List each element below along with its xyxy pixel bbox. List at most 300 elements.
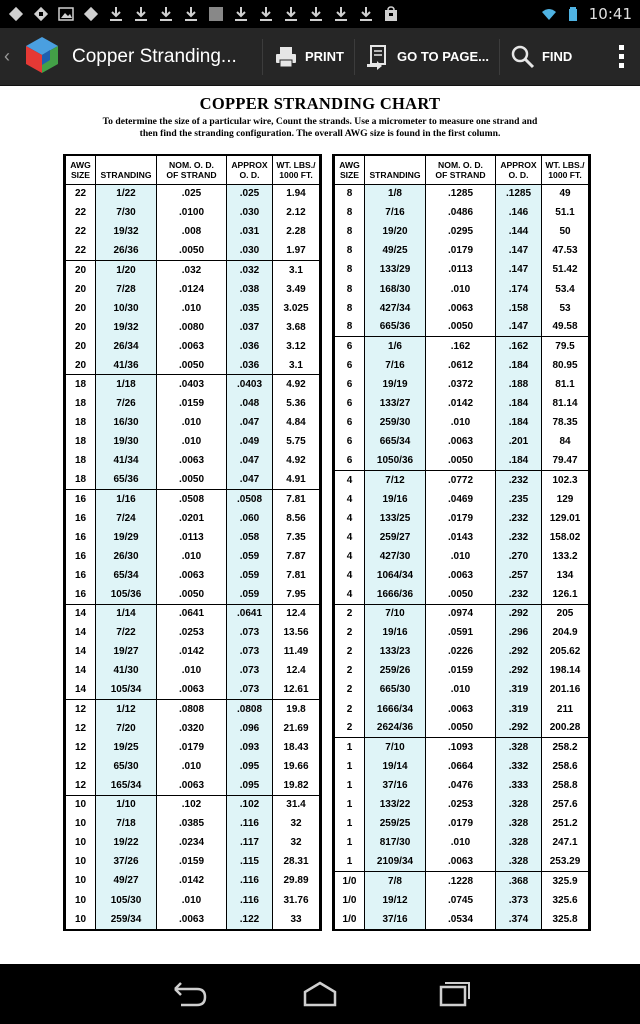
table-cell: 12.4: [273, 604, 320, 623]
table-cell: 1064/34: [365, 566, 426, 585]
table-cell: .032: [157, 260, 227, 279]
table-cell: .0808: [227, 700, 273, 719]
table-cell: 18: [66, 432, 96, 451]
table-cell: 1: [335, 795, 365, 814]
table-cell: 817/30: [365, 833, 426, 852]
table-cell: 7/22: [96, 623, 157, 642]
table-cell: 3.1: [273, 356, 320, 375]
table-row: [66, 852, 320, 871]
table-cell: 80.95: [542, 356, 589, 375]
table-cell: 7.87: [273, 547, 320, 566]
table-cell: .010: [157, 432, 227, 451]
table-cell: 13.56: [273, 623, 320, 642]
table-cell: .025: [157, 184, 227, 203]
table-row: [335, 490, 589, 509]
table-row: [335, 642, 589, 661]
table-cell: .0641: [157, 604, 227, 623]
table-cell: .0234: [157, 833, 227, 852]
table-cell: .102: [227, 795, 273, 814]
table-cell: .292: [496, 719, 542, 738]
table-row: [66, 814, 320, 833]
table-row: [335, 470, 589, 489]
table-cell: .368: [496, 871, 542, 890]
table-cell: 1050/36: [365, 451, 426, 470]
table-cell: 12.61: [273, 680, 320, 699]
table-cell: 14: [66, 680, 96, 699]
table-row: [66, 490, 320, 509]
table-cell: 16: [66, 547, 96, 566]
app-logo-icon[interactable]: [18, 33, 66, 81]
table-cell: 247.1: [542, 833, 589, 852]
table-row: [66, 719, 320, 738]
table-cell: .0745: [426, 890, 496, 909]
table-cell: .038: [227, 279, 273, 298]
table-cell: 1.97: [273, 241, 320, 260]
table-cell: 4: [335, 547, 365, 566]
table-row: [66, 203, 320, 222]
table-cell: 49/25: [365, 241, 426, 260]
table-row: [66, 585, 320, 604]
table-cell: 26/34: [96, 337, 157, 356]
column-header: [335, 156, 365, 184]
table-cell: 129: [542, 490, 589, 509]
table-cell: 1: [335, 776, 365, 795]
image-icon: [58, 6, 74, 22]
table-cell: .232: [496, 528, 542, 547]
table-row: [335, 203, 589, 222]
table-cell: 20: [66, 318, 96, 337]
table-cell: 5.36: [273, 394, 320, 413]
table-cell: 12: [66, 719, 96, 738]
table-cell: 8: [335, 222, 365, 241]
recent-apps-icon[interactable]: [431, 979, 473, 1009]
table-cell: 8: [335, 279, 365, 298]
table-cell: 19/22: [96, 833, 157, 852]
table-cell: .292: [496, 604, 542, 623]
table-cell: 14: [66, 604, 96, 623]
table-cell: .0641: [227, 604, 273, 623]
table-cell: 200.28: [542, 719, 589, 738]
table-cell: .060: [227, 509, 273, 528]
table-cell: .0142: [426, 394, 496, 413]
table-cell: .1285: [496, 184, 542, 203]
table-row: [335, 585, 589, 604]
table-header-row: [66, 156, 320, 184]
table-cell: .0050: [426, 585, 496, 604]
table-row: [66, 394, 320, 413]
table-cell: 1/0: [335, 890, 365, 909]
table-row: [335, 222, 589, 241]
table-row: [335, 604, 589, 623]
table-cell: 259/26: [365, 661, 426, 680]
table-cell: .059: [227, 585, 273, 604]
table-cell: 325.9: [542, 871, 589, 890]
table-cell: 31.76: [273, 890, 320, 909]
table-cell: .073: [227, 623, 273, 642]
table-cell: 7/28: [96, 279, 157, 298]
table-cell: 6: [335, 375, 365, 394]
table-cell: .0063: [157, 776, 227, 795]
column-header: [365, 156, 426, 184]
column-header-line: [96, 160, 156, 170]
table-cell: 7.95: [273, 585, 320, 604]
table-cell: .010: [157, 547, 227, 566]
table-cell: 8: [335, 184, 365, 203]
table-cell: .0534: [426, 910, 496, 929]
table-cell: 1/0: [335, 910, 365, 929]
table-cell: .333: [496, 776, 542, 795]
table-cell: 79.5: [542, 337, 589, 356]
table-cell: .0476: [426, 776, 496, 795]
table-cell: 105/34: [96, 680, 157, 699]
home-icon[interactable]: [299, 979, 341, 1009]
table-cell: .010: [426, 680, 496, 699]
table-cell: .235: [496, 490, 542, 509]
table-cell: .201: [496, 432, 542, 451]
table-cell: 6: [335, 451, 365, 470]
download-icon: [308, 6, 324, 22]
table-cell: 4: [335, 528, 365, 547]
table-cell: .319: [496, 700, 542, 719]
table-cell: 325.6: [542, 890, 589, 909]
table-cell: .032: [227, 260, 273, 279]
table-cell: 22: [66, 184, 96, 203]
table-cell: 19/12: [365, 890, 426, 909]
table-cell: .184: [496, 356, 542, 375]
table-cell: 4: [335, 470, 365, 489]
stranding-table-left: [63, 154, 322, 931]
table-cell: 259/30: [365, 413, 426, 432]
table-cell: .0159: [157, 394, 227, 413]
stranding-table: [334, 156, 589, 929]
table-cell: .035: [227, 299, 273, 318]
table-row: [335, 871, 589, 890]
table-cell: .037: [227, 318, 273, 337]
overflow-menu-icon[interactable]: [602, 28, 640, 86]
table-cell: .0063: [426, 432, 496, 451]
table-cell: 22: [66, 222, 96, 241]
table-row: [66, 757, 320, 776]
table-cell: 10: [66, 795, 96, 814]
table-cell: .296: [496, 623, 542, 642]
table-row: [335, 566, 589, 585]
table-cell: .232: [496, 470, 542, 489]
table-cell: 1: [335, 814, 365, 833]
table-cell: 19/16: [365, 490, 426, 509]
table-row: [335, 910, 589, 929]
table-cell: 5.75: [273, 432, 320, 451]
table-cell: .073: [227, 642, 273, 661]
table-cell: .0295: [426, 222, 496, 241]
action-bar: [0, 28, 640, 86]
table-row: [335, 299, 589, 318]
table-cell: 7/10: [365, 604, 426, 623]
table-cell: .0385: [157, 814, 227, 833]
table-cell: .010: [426, 279, 496, 298]
table-cell: 7.81: [273, 566, 320, 585]
table-cell: 20: [66, 299, 96, 318]
table-cell: .0486: [426, 203, 496, 222]
table-cell: .0113: [426, 260, 496, 279]
table-cell: 325.8: [542, 910, 589, 929]
column-header: [96, 156, 157, 184]
go-to-page-icon: [365, 44, 391, 70]
status-bar: [0, 0, 640, 28]
column-header-line: STRANDING: [369, 169, 421, 180]
table-cell: 4.92: [273, 375, 320, 394]
table-cell: 49.58: [542, 318, 589, 337]
table-cell: 665/36: [365, 318, 426, 337]
table-cell: 204.9: [542, 623, 589, 642]
column-header-line: OF STRAND: [435, 169, 486, 180]
table-cell: .184: [496, 451, 542, 470]
table-cell: .0179: [426, 241, 496, 260]
table-row: [66, 184, 320, 203]
table-cell: 126.1: [542, 585, 589, 604]
table-cell: 1: [335, 833, 365, 852]
table-cell: .1093: [426, 738, 496, 757]
notification-icons: [8, 0, 399, 28]
table-cell: 16: [66, 566, 96, 585]
table-cell: .0253: [157, 623, 227, 642]
table-cell: .374: [496, 910, 542, 929]
table-cell: 3.68: [273, 318, 320, 337]
table-cell: .0143: [426, 528, 496, 547]
document-title: Copper Stranding...: [72, 45, 237, 67]
table-cell: 4: [335, 585, 365, 604]
table-row: [335, 795, 589, 814]
table-cell: 259/27: [365, 528, 426, 547]
table-cell: .030: [227, 203, 273, 222]
table-row: [66, 700, 320, 719]
table-cell: 41/30: [96, 661, 157, 680]
table-cell: 18: [66, 413, 96, 432]
table-cell: .0142: [157, 871, 227, 890]
table-cell: .0063: [157, 566, 227, 585]
table-cell: .0179: [426, 814, 496, 833]
table-cell: .0159: [157, 852, 227, 871]
column-header-line: SIZE: [339, 169, 360, 180]
table-cell: 12: [66, 700, 96, 719]
table-cell: 8: [335, 203, 365, 222]
table-cell: 16/30: [96, 413, 157, 432]
table-cell: .073: [227, 661, 273, 680]
table-row: [335, 719, 589, 738]
table-cell: .047: [227, 413, 273, 432]
table-cell: .036: [227, 356, 273, 375]
table-cell: 10: [66, 871, 96, 890]
table-cell: 133/22: [365, 795, 426, 814]
table-cell: .0063: [426, 852, 496, 871]
table-cell: 14: [66, 623, 96, 642]
column-header-line: OF STRAND: [166, 169, 217, 180]
table-cell: 665/34: [365, 432, 426, 451]
table-row: [335, 852, 589, 871]
table-cell: .373: [496, 890, 542, 909]
go-to-page-button[interactable]: [355, 28, 499, 86]
table-row: [66, 451, 320, 470]
table-cell: .096: [227, 719, 273, 738]
table-row: [335, 700, 589, 719]
table-cell: 12: [66, 738, 96, 757]
table-cell: 4.84: [273, 413, 320, 432]
table-cell: 3.12: [273, 337, 320, 356]
table-row: [66, 337, 320, 356]
table-cell: 258.8: [542, 776, 589, 795]
table-cell: 29.89: [273, 871, 320, 890]
column-header-line: WT. LBS./: [545, 159, 585, 170]
table-cell: .048: [227, 394, 273, 413]
table-cell: .093: [227, 738, 273, 757]
column-header: [426, 156, 496, 184]
table-cell: 18: [66, 451, 96, 470]
table-cell: 19/19: [365, 375, 426, 394]
table-row: [66, 871, 320, 890]
table-row: [335, 337, 589, 356]
table-cell: 65/36: [96, 470, 157, 489]
table-cell: .0050: [426, 451, 496, 470]
download-icon: [333, 6, 349, 22]
table-cell: 10: [66, 890, 96, 909]
stranding-table: [65, 156, 320, 929]
table-cell: 1/8: [365, 184, 426, 203]
table-cell: 4: [335, 509, 365, 528]
print-label: PRINT: [305, 49, 344, 64]
table-cell: 259/25: [365, 814, 426, 833]
table-cell: 1/16: [96, 490, 157, 509]
column-header: [542, 156, 589, 184]
table-row: [66, 279, 320, 298]
table-cell: 10: [66, 814, 96, 833]
table-cell: 19.8: [273, 700, 320, 719]
table-cell: 1/6: [365, 337, 426, 356]
table-cell: .0253: [426, 795, 496, 814]
table-cell: 79.47: [542, 451, 589, 470]
table-cell: 12.4: [273, 661, 320, 680]
table-cell: 1/22: [96, 184, 157, 203]
table-cell: .010: [426, 547, 496, 566]
navigation-bar: [0, 964, 640, 1024]
column-header-line: STRANDING: [100, 169, 152, 180]
table-row: [335, 738, 589, 757]
table-cell: 37/16: [365, 776, 426, 795]
table-cell: 3.025: [273, 299, 320, 318]
table-cell: 7/8: [365, 871, 426, 890]
column-header-line: AWG: [339, 159, 360, 170]
clock: 10:41: [588, 5, 632, 23]
table-cell: 1.94: [273, 184, 320, 203]
chart-title: COPPER STRANDING CHART: [199, 94, 441, 113]
print-button[interactable]: [263, 28, 354, 86]
table-row: [335, 432, 589, 451]
table-cell: 8: [335, 318, 365, 337]
table-cell: .146: [496, 203, 542, 222]
go-to-page-label: GO TO PAGE...: [397, 49, 489, 64]
up-navigation-icon[interactable]: ‹: [4, 46, 10, 66]
table-cell: 19/30: [96, 432, 157, 451]
table-cell: .116: [227, 871, 273, 890]
table-cell: 26/36: [96, 241, 157, 260]
table-row: [66, 680, 320, 699]
table-cell: .116: [227, 890, 273, 909]
table-row: [335, 890, 589, 909]
table-row: [66, 470, 320, 489]
table-cell: 6: [335, 394, 365, 413]
table-row: [335, 394, 589, 413]
table-cell: 19.82: [273, 776, 320, 795]
table-row: [66, 299, 320, 318]
table-cell: .147: [496, 318, 542, 337]
column-header-line: SIZE: [70, 169, 91, 180]
table-cell: 105/36: [96, 585, 157, 604]
table-cell: .0063: [426, 700, 496, 719]
back-icon[interactable]: [167, 979, 209, 1009]
table-cell: 28.31: [273, 852, 320, 871]
table-cell: .0159: [426, 661, 496, 680]
table-cell: .158: [496, 299, 542, 318]
column-header-line: NOM. O. D.: [438, 159, 483, 170]
table-cell: .059: [227, 566, 273, 585]
table-cell: 133/29: [365, 260, 426, 279]
table-cell: 12: [66, 776, 96, 795]
table-cell: .031: [227, 222, 273, 241]
table-cell: 258.2: [542, 738, 589, 757]
table-cell: 1666/36: [365, 585, 426, 604]
table-cell: 21.69: [273, 719, 320, 738]
table-cell: 1: [335, 852, 365, 871]
table-cell: 26/30: [96, 547, 157, 566]
table-cell: 133.2: [542, 547, 589, 566]
table-cell: .0124: [157, 279, 227, 298]
table-cell: 14: [66, 661, 96, 680]
table-cell: 16: [66, 585, 96, 604]
table-cell: 2: [335, 661, 365, 680]
table-cell: .0320: [157, 719, 227, 738]
table-cell: .0372: [426, 375, 496, 394]
table-cell: 2: [335, 700, 365, 719]
table-cell: 1/10: [96, 795, 157, 814]
table-cell: 258.6: [542, 757, 589, 776]
table-cell: .0403: [157, 375, 227, 394]
table-cell: .0508: [227, 490, 273, 509]
table-row: [66, 222, 320, 241]
table-cell: 2: [335, 680, 365, 699]
table-row: [335, 623, 589, 642]
table-cell: .270: [496, 547, 542, 566]
table-cell: .328: [496, 833, 542, 852]
status-right: [541, 5, 632, 23]
column-header-line: O. D.: [239, 169, 260, 180]
table-row: [66, 738, 320, 757]
table-cell: 4.92: [273, 451, 320, 470]
table-cell: .232: [496, 585, 542, 604]
table-cell: .102: [157, 795, 227, 814]
table-cell: .0050: [426, 719, 496, 738]
find-button[interactable]: [500, 28, 582, 86]
download-icon: [133, 6, 149, 22]
table-cell: 19/16: [365, 623, 426, 642]
table-cell: 6: [335, 432, 365, 451]
table-cell: 3.49: [273, 279, 320, 298]
table-cell: 18.43: [273, 738, 320, 757]
table-cell: .0772: [426, 470, 496, 489]
table-row: [66, 260, 320, 279]
table-row: [66, 375, 320, 394]
table-cell: 22: [66, 241, 96, 260]
table-cell: 12: [66, 757, 96, 776]
gallery-icon: [33, 6, 49, 22]
table-row: [335, 680, 589, 699]
